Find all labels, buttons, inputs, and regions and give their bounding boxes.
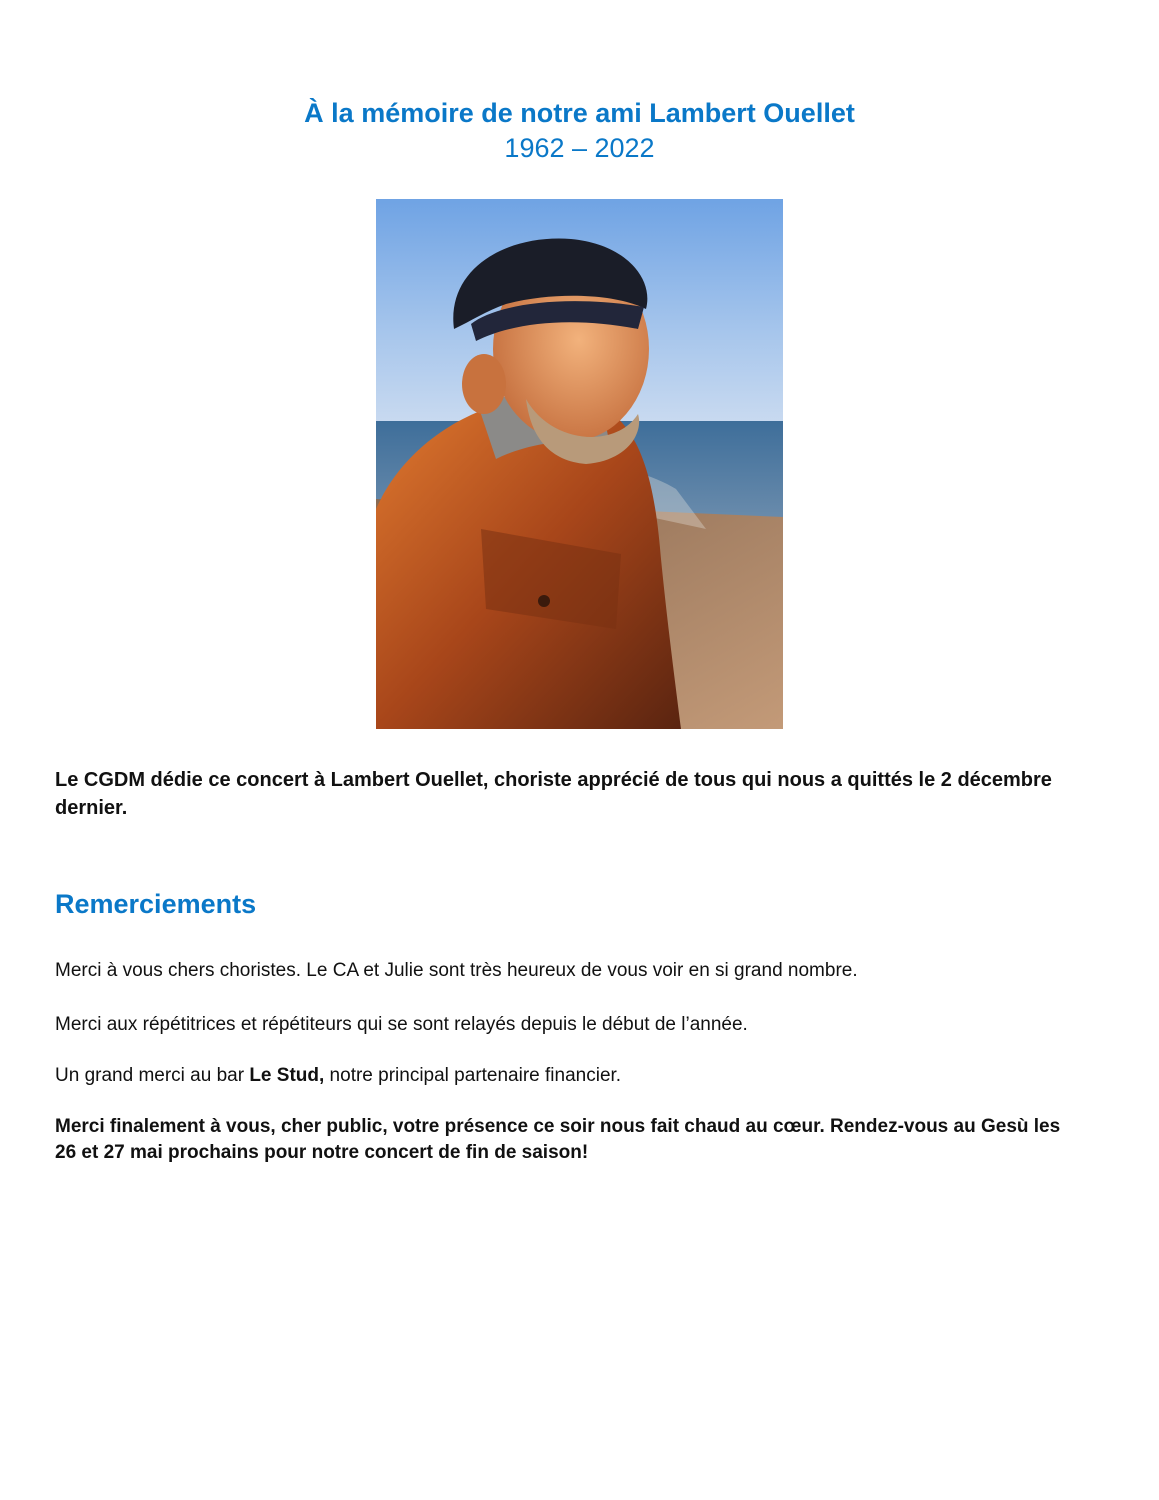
thanks-sponsor-lead: Un grand merci au bar — [55, 1065, 250, 1086]
sponsor-name: Le Stud, — [249, 1065, 325, 1086]
thanks-heading: Remerciements — [55, 889, 257, 919]
thanks-choristers: Merci à vous chers choristes. Le CA et Julie sont très heureux de vous voir en si grand nombre. — [55, 960, 858, 981]
thanks-sponsor-tail: notre principal partenaire financier. — [324, 1065, 622, 1086]
portrait-photo — [376, 199, 783, 729]
dedication-text: Le CGDM dédie ce concert à Lambert Ouellet, choriste apprécié de tous qui nous a quittés le 2 décembre dernier. — [55, 769, 1052, 819]
memorial-title: À la mémoire de notre ami Lambert Ouellet — [304, 98, 855, 128]
thanks-rehearsers: Merci aux répétitrices et répétiteurs qui se sont relayés depuis le début de l’année. — [55, 1014, 748, 1035]
thanks-public: Merci finalement à vous, cher public, votre présence ce soir nous fait chaud au cœur. Rendez-vous au Gesù les 26 et 27 mai prochains pour notre concert de fin de saison! — [55, 1116, 1061, 1163]
memorial-years: 1962 – 2022 — [504, 133, 655, 163]
thanks-sponsor — [55, 1063, 1105, 1089]
